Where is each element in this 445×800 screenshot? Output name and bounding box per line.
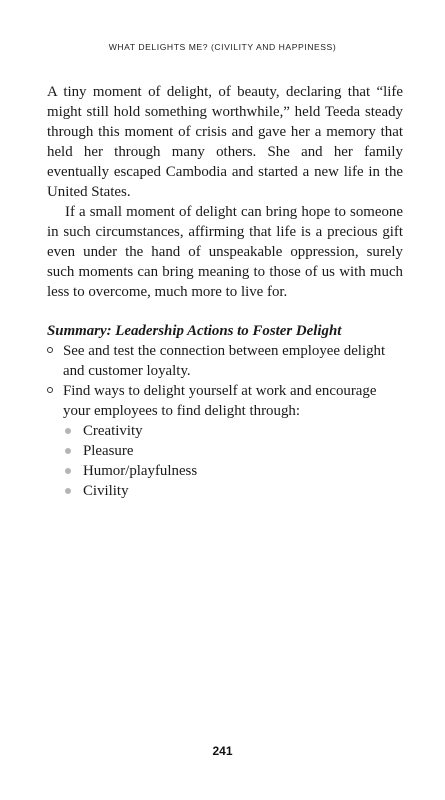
body-paragraph-1: A tiny moment of delight, of beauty, declaring that “life might still hold something worthwhile,” held Teeda steady through this moment of crisis and gave her a memory that held her through many others. She and her family eventually escaped Cambodia and started a new life in the United States.	[47, 84, 403, 200]
dot-bullet-icon	[65, 448, 71, 454]
circle-bullet-icon	[47, 347, 53, 353]
delight-source-item	[63, 481, 403, 501]
page-body	[47, 82, 403, 501]
delight-source-item	[63, 461, 403, 481]
page-number: 241	[212, 744, 233, 758]
summary-action-text: See and test the connection between employee delight and customer loyalty.	[63, 343, 386, 379]
delight-sources-list	[63, 421, 403, 501]
dot-bullet-icon	[65, 428, 71, 434]
delight-source-text: Civility	[83, 483, 129, 499]
summary-heading: Summary: Leadership Actions to Foster Delight	[47, 323, 342, 339]
summary-action-item	[47, 381, 403, 501]
running-head: WHAT DELIGHTS ME? (CIVILITY AND HAPPINESS)	[108, 42, 337, 52]
delight-source-item	[63, 441, 403, 461]
delight-source-text: Pleasure	[83, 443, 134, 459]
body-paragraph-2: If a small moment of delight can bring hope to someone in such circumstances, affirming that life is a precious gift even under the hand of unspeakable oppression, surely such moments can bring meaning to those of us with much less to overcome, much more to live for.	[47, 204, 403, 300]
dot-bullet-icon	[65, 488, 71, 494]
summary-action-item	[47, 341, 403, 381]
dot-bullet-icon	[65, 468, 71, 474]
delight-source-text: Humor/playfulness	[83, 463, 198, 479]
summary-action-text: Find ways to delight yourself at work and encourage your employees to find delight through:	[63, 383, 377, 419]
summary-action-list	[47, 341, 403, 501]
delight-source-text: Creativity	[83, 423, 143, 439]
delight-source-item	[63, 421, 403, 441]
circle-bullet-icon	[47, 387, 53, 393]
